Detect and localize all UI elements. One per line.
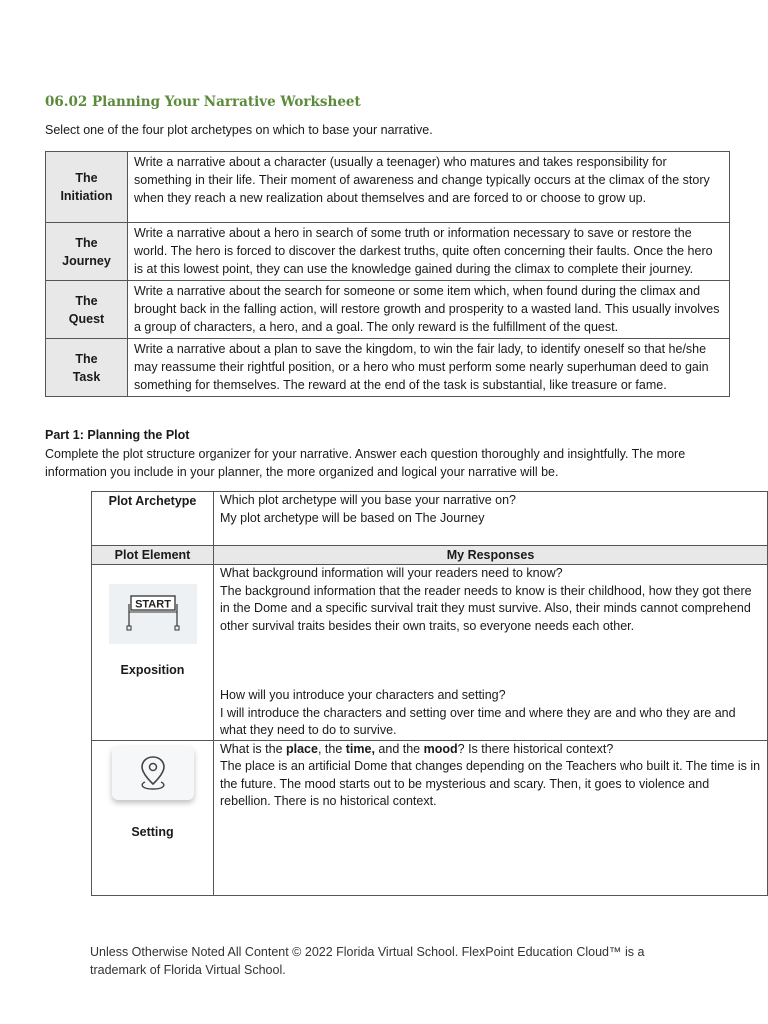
archetype-table	[45, 151, 730, 397]
archetype-label-line: Task	[72, 369, 101, 384]
archetype-description: Write a narrative about the search for someone or some item which, when found during the climax and brought back in the falling action, will restore growth and prosperity to a wasted land. This usually involves a group of characters, a hero, and a goal. The only reward is the fulfillment of the quest.	[128, 281, 730, 339]
exposition-answer-1[interactable]: The background information that the reader needs to know is their childhood, how they got there in the Dome and a specific survival trait they must survive. Also, their minds cannot comprehend other survival traits besides their own traits, so everyone needs each other.	[220, 583, 752, 633]
archetype-response-cell[interactable]	[214, 492, 768, 546]
page-title: 06.02 Planning Your Narrative Worksheet	[45, 94, 361, 110]
archetype-label	[46, 281, 128, 339]
my-responses-header: My Responses	[214, 546, 768, 565]
exposition-response-cell[interactable]	[214, 565, 768, 741]
start-icon-text: START	[134, 598, 171, 611]
location-pin-icon	[112, 746, 194, 800]
setting-question-time: time,	[345, 741, 375, 756]
archetype-answer[interactable]: My plot archetype will be based on The Journey	[220, 510, 485, 525]
start-banner-icon	[109, 584, 197, 644]
exposition-answer-2[interactable]: I will introduce the characters and setting over time and where they are and who they are and what they need to do to survive.	[220, 705, 736, 737]
setting-response-cell[interactable]	[214, 740, 768, 895]
part1-heading: Part 1: Planning the Plot	[45, 428, 190, 442]
plot-archetype-label: Plot Archetype	[92, 492, 214, 546]
archetype-row	[46, 281, 730, 339]
archetype-label-line: The	[75, 351, 98, 366]
archetype-label-line: Initiation	[60, 189, 113, 203]
archetype-choice-row	[92, 492, 768, 546]
archetype-label-line: The	[75, 293, 98, 308]
setting-question-text: , the	[317, 741, 346, 756]
archetype-row	[46, 223, 730, 281]
exposition-label: Exposition	[120, 663, 185, 677]
archetype-description: Write a narrative about a hero in search of some truth or information necessary to save or restore the world. The hero is forced to discover the darkest truths, quite often concerning their faults. Once the hero is at this lowest point, they can use the knowledge gained during the climax to complete their journey.	[128, 223, 730, 281]
exposition-row	[92, 565, 768, 741]
archetype-row	[46, 339, 730, 397]
setting-question-text: ? Is there historical context?	[457, 741, 614, 756]
setting-element-cell	[92, 740, 214, 895]
exposition-question-2: How will you introduce your characters and setting?	[220, 688, 506, 702]
setting-question	[220, 741, 761, 759]
copyright-footer: Unless Otherwise Noted All Content © 2022 Florida Virtual School. FlexPoint Education Cloud™ is a trademark of Florida Virtual School.	[90, 945, 645, 977]
planner-header-row	[92, 546, 768, 565]
setting-answer[interactable]: The place is an artificial Dome that changes depending on the Teachers who built it. The time is in the future. The mood starts out to be mysterious and scary. Then, it goes to violence and rebellion. There is no historical context.	[220, 759, 761, 808]
setting-question-text: and the	[374, 741, 424, 756]
archetype-question: Which plot archetype will you base your narrative on?	[220, 493, 516, 507]
archetype-label	[46, 152, 128, 223]
setting-row	[92, 740, 768, 895]
exposition-element-cell	[92, 565, 214, 741]
setting-question-text: What is the	[220, 741, 286, 756]
archetype-description: Write a narrative about a character (usually a teenager) who matures and takes responsibility for something in their life. Their moment of awareness and change typically occurs at the climax of the story when they reach a new realization about themselves and are forced to or choose to grow up.	[128, 152, 730, 223]
archetype-label-line: The	[75, 235, 98, 250]
archetype-label-line: Quest	[68, 311, 105, 326]
archetype-description: Write a narrative about a plan to save the kingdom, to win the fair lady, to identify oneself so that he/she may reassume their rightful position, or a hero who must perform some nearly superhuman deed to gain something for themselves. The reward at the end of the task is substantial, like treasure or fame.	[128, 339, 730, 397]
intro-text: Select one of the four plot archetypes on which to base your narrative.	[45, 123, 433, 137]
setting-question-place: place	[286, 741, 318, 756]
plot-element-header: Plot Element	[92, 546, 214, 565]
setting-question-mood: mood	[423, 741, 458, 756]
part1-intro: Complete the plot structure organizer for your narrative. Answer each question thoroughly and insightfully. The more information you include in your planner, the more organized and logical your narrative will be.	[45, 447, 686, 479]
archetype-row	[46, 152, 730, 223]
archetype-label-line: The	[75, 171, 98, 185]
archetype-label	[46, 339, 128, 397]
archetype-label-line: Journey	[62, 253, 111, 268]
setting-label: Setting	[131, 824, 174, 839]
plot-planner-table	[91, 491, 768, 896]
exposition-question-1: What background information will your readers need to know?	[220, 566, 563, 580]
archetype-label	[46, 223, 128, 281]
